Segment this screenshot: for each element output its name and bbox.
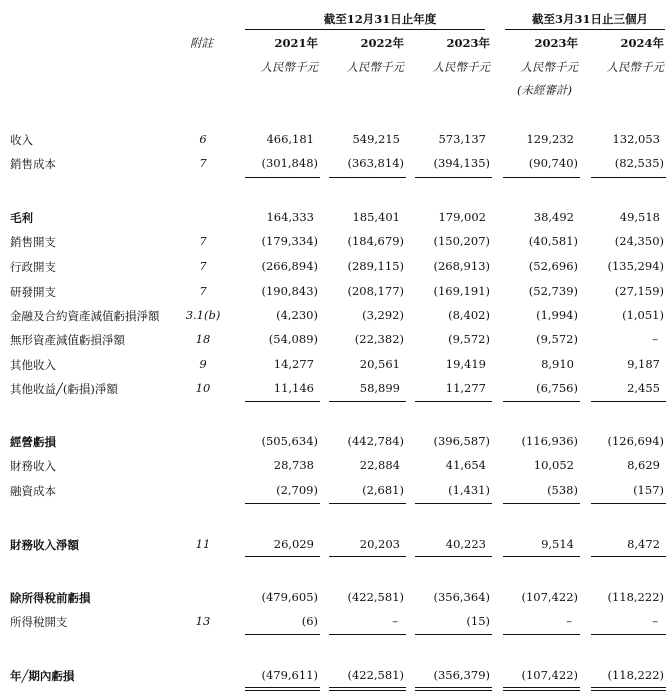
row-value-col-1: (301,848) [261,156,318,170]
column-year-1: 2021年 [274,36,318,50]
row-value-col-2: (422,581) [347,668,404,682]
row-value-col-5: 2,455 [627,381,660,395]
row-value-col-4: 38,492 [533,210,574,224]
column-year-5: 2024年 [620,36,664,50]
row-value-col-3: (169,191) [433,284,490,298]
row-value-col-5: 9,187 [627,357,660,371]
row-value-col-3: (394,135) [433,156,490,170]
row-value-col-5: 8,629 [627,458,660,472]
row-value-col-1: 466,181 [266,132,314,146]
column-subnote-4: (未經審計) [517,83,572,97]
row-value-col-1: (505,634) [261,434,318,448]
row-value-col-4: – [566,614,572,628]
row-note: 7 [199,156,207,170]
row-value-col-5: 132,053 [612,132,660,146]
subtotal-rule [503,177,580,178]
row-value-col-5: (118,222) [607,668,664,682]
row-label: 除所得稅前虧損 [10,591,91,605]
subtotal-rule [503,634,580,635]
row-label: 銷售成本 [10,157,56,171]
row-value-col-1: 26,029 [273,537,314,551]
row-value-col-5: (118,222) [607,590,664,604]
subtotal-rule [415,401,492,402]
row-value-col-2: (3,292) [362,308,404,322]
subtotal-rule [503,556,580,557]
row-note: 18 [195,332,211,346]
column-unit-4: 人民幣千元 [520,60,578,74]
row-note: 10 [195,381,211,395]
row-label: 其他收益╱(虧損)淨額 [10,382,118,396]
row-value-col-5: (157) [633,483,664,497]
row-value-col-4: (107,422) [521,590,578,604]
row-value-col-1: 14,277 [273,357,314,371]
row-note: 11 [195,537,211,551]
row-value-col-2: 20,561 [359,357,400,371]
subtotal-rule [329,503,406,504]
subtotal-rule [329,556,406,557]
column-unit-1: 人民幣千元 [260,60,318,74]
row-value-col-4: (116,936) [521,434,578,448]
row-note: 9 [199,357,207,371]
row-value-col-5: – [652,332,658,346]
row-value-col-1: 164,333 [266,210,314,224]
row-value-col-4: (6,756) [536,381,578,395]
row-value-col-5: 8,472 [627,537,660,551]
header-group-quarter: 截至3月31日止三個月 [531,12,648,26]
row-value-col-4: (52,696) [528,259,578,273]
row-note: 3.1(b) [185,308,221,322]
row-value-col-2: 22,884 [359,458,400,472]
row-label: 毛利 [10,211,33,225]
row-value-col-3: (396,587) [433,434,490,448]
row-label: 融資成本 [10,484,56,498]
row-value-col-4: (538) [547,483,578,497]
row-label: 研發開支 [10,285,56,299]
subtotal-rule [591,177,666,178]
row-label: 其他收入 [10,358,56,372]
header-group-fiscal-year: 截至12月31日止年度 [323,12,437,26]
row-value-col-1: 28,738 [273,458,314,472]
subtotal-rule [591,401,666,402]
row-value-col-4: 8,910 [541,357,574,371]
column-year-4: 2023年 [534,36,578,50]
row-value-col-1: (479,605) [261,590,318,604]
row-value-col-2: (363,814) [347,156,404,170]
row-value-col-2: (208,177) [347,284,404,298]
column-year-3: 2023年 [446,36,490,50]
column-unit-5: 人民幣千元 [606,60,664,74]
row-value-col-1: (266,894) [261,259,318,273]
row-value-col-4: 129,232 [526,132,574,146]
subtotal-rule [329,401,406,402]
column-unit-2: 人民幣千元 [346,60,404,74]
row-value-col-1: (179,334) [261,234,318,248]
row-value-col-3: (356,364) [433,590,490,604]
row-value-col-1: (6) [301,614,318,628]
row-value-col-3: (1,431) [448,483,490,497]
subtotal-rule [415,503,492,504]
row-label: 財務收入淨額 [10,538,79,552]
row-value-col-4: (1,994) [536,308,578,322]
subtotal-rule [329,634,406,635]
subtotal-rule [329,177,406,178]
row-value-col-4: (40,581) [528,234,578,248]
total-double-rule [329,687,406,691]
row-label: 行政開支 [10,260,56,274]
row-value-col-5: (126,694) [607,434,664,448]
subtotal-rule [415,634,492,635]
row-value-col-5: (27,159) [614,284,664,298]
row-value-col-3: (356,379) [433,668,490,682]
subtotal-rule [503,401,580,402]
row-value-col-1: (4,230) [276,308,318,322]
row-value-col-4: (52,739) [528,284,578,298]
row-value-col-3: 573,137 [438,132,486,146]
subtotal-rule [503,503,580,504]
row-value-col-3: 41,654 [445,458,486,472]
subtotal-rule [591,634,666,635]
row-value-col-2: (2,681) [362,483,404,497]
row-note: 7 [199,259,207,273]
row-value-col-5: 49,518 [619,210,660,224]
row-value-col-5: (135,294) [607,259,664,273]
row-value-col-4: 9,514 [541,537,574,551]
subtotal-rule [245,503,320,504]
header-group-quarter-rule [505,29,665,30]
row-value-col-2: 549,215 [352,132,400,146]
row-label: 金融及合約資產減值虧損淨額 [10,309,160,323]
row-value-col-1: (190,843) [261,284,318,298]
row-value-col-2: 185,401 [352,210,400,224]
row-value-col-3: (9,572) [448,332,490,346]
row-note: 7 [199,284,207,298]
row-label: 無形資產減值虧損淨額 [10,333,125,347]
subtotal-rule [245,177,320,178]
row-value-col-5: – [652,614,658,628]
row-value-col-3: (15) [466,614,490,628]
row-value-col-1: (54,089) [268,332,318,346]
row-value-col-3: 19,419 [445,357,486,371]
row-note: 6 [199,132,207,146]
row-value-col-3: (268,913) [433,259,490,273]
row-value-col-2: (422,581) [347,590,404,604]
row-value-col-4: (107,422) [521,668,578,682]
total-double-rule [415,687,492,691]
row-value-col-5: (1,051) [622,308,664,322]
subtotal-rule [591,556,666,557]
row-label: 財務收入 [10,459,56,473]
column-year-2: 2022年 [360,36,404,50]
row-label: 經營虧損 [10,435,56,449]
row-value-col-2: (442,784) [347,434,404,448]
total-double-rule [591,687,666,691]
header-group-fiscal-year-rule [245,29,485,30]
row-value-col-1: 11,146 [273,381,314,395]
row-note: 13 [195,614,211,628]
row-value-col-2: (289,115) [347,259,404,273]
row-value-col-4: (90,740) [528,156,578,170]
row-value-col-2: 20,203 [359,537,400,551]
row-label: 所得稅開支 [10,615,68,629]
subtotal-rule [415,556,492,557]
row-label: 年╱期內虧損 [10,669,75,683]
subtotal-rule [245,401,320,402]
row-label: 銷售開支 [10,235,56,249]
row-value-col-3: 11,277 [445,381,486,395]
row-value-col-1: (479,611) [261,668,318,682]
row-value-col-3: 40,223 [445,537,486,551]
subtotal-rule [415,177,492,178]
row-value-col-4: (9,572) [536,332,578,346]
subtotal-rule [245,556,320,557]
row-value-col-2: 58,899 [359,381,400,395]
row-value-col-2: (22,382) [354,332,404,346]
note-column-header: 附註 [190,36,213,50]
subtotal-rule [591,503,666,504]
row-value-col-1: (2,709) [276,483,318,497]
row-value-col-3: 179,002 [438,210,486,224]
row-note: 7 [199,234,207,248]
row-value-col-4: 10,052 [533,458,574,472]
row-label: 收入 [10,133,33,147]
row-value-col-3: (150,207) [433,234,490,248]
row-value-col-2: – [392,614,398,628]
column-unit-3: 人民幣千元 [432,60,490,74]
subtotal-rule [245,634,320,635]
total-double-rule [245,687,320,691]
row-value-col-5: (82,535) [614,156,664,170]
row-value-col-2: (184,679) [347,234,404,248]
row-value-col-5: (24,350) [614,234,664,248]
row-value-col-3: (8,402) [448,308,490,322]
total-double-rule [503,687,580,691]
